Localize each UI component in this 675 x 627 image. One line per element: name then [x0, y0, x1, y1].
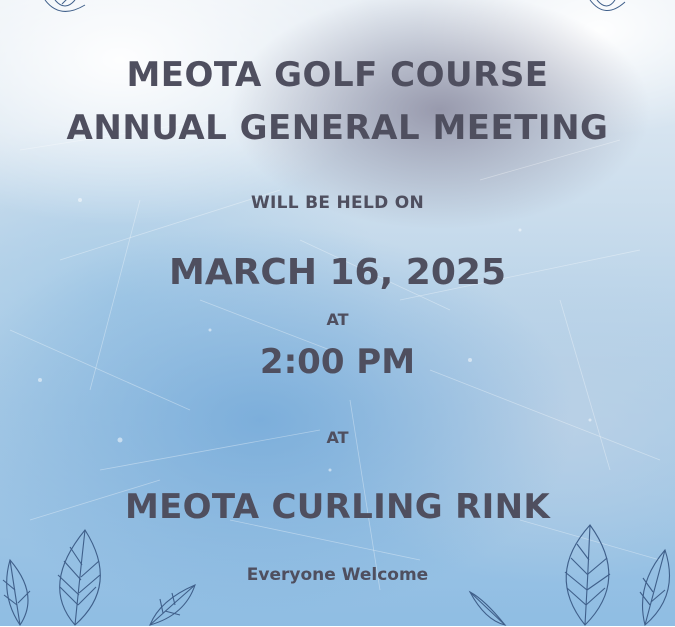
event-date: MARCH 16, 2025	[169, 252, 506, 293]
leaf-top-right-icon	[585, 0, 630, 18]
event-venue: MEOTA CURLING RINK	[125, 487, 550, 527]
welcome-text: Everyone Welcome	[246, 565, 429, 585]
at-text-1: AT	[326, 310, 349, 329]
at-text-2: AT	[326, 428, 349, 447]
title-line-2: ANNUAL GENERAL MEETING	[66, 108, 609, 148]
event-time: 2:00 PM	[259, 342, 416, 382]
title-line-1: MEOTA GOLF COURSE	[126, 55, 549, 95]
held-on-text: WILL BE HELD ON	[250, 193, 425, 213]
leaf-top-left-icon	[40, 0, 90, 18]
